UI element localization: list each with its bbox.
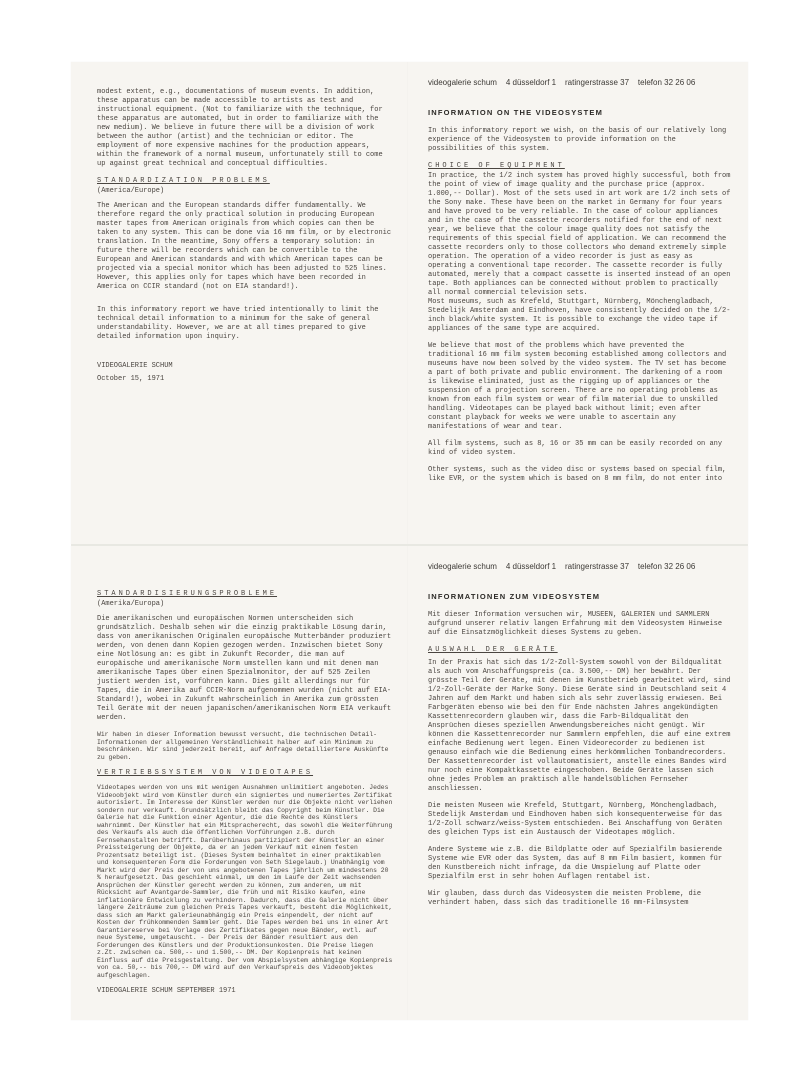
heading-vertriebssystem: VERTRIEBSSYSTEM VON VIDEOTAPES [97, 769, 314, 777]
letterhead-name: videogalerie schum [428, 78, 497, 87]
letterhead [428, 78, 695, 87]
paragraph-intro: Mit dieser Information versuchen wir, MUSEEN, GALERIEN und SAMMLERN aufgrund unserer relativ langen Erfahrung mit dem Videosystem Hinweise auf die Einsatzmöglichkeit dieses Systems zu geben. [428, 611, 723, 637]
paragraph-informatory: In this informatory report we have tried intentionally to limit the technical detail information to a minimum for the sake of general understandability. However, we are at all times prepared to give detailed information upon inquiry. [97, 306, 379, 341]
heading-auswahl: AUSWAHL DER GERÄTE [428, 646, 558, 654]
sheet-german-page2 [71, 546, 408, 1020]
sheet-english-page2 [71, 62, 408, 544]
document-title: INFORMATIONEN ZUM VIDEOSYSTEM [428, 592, 601, 601]
paragraph-intro: modest extent, e.g., documentations of museum events. In addition, these apparatus can be made accessible to artists as test and instructional equipment. (Not to familiarize with the technique, for these apparatus are automated, but in order to familiarize with the new medium). We believe in future there will be a division of work between the author (artist) and the technician or editor. The employment of more expensive machines for the production appears, within the framework of a normal museum, unfortunately still to come up against great technical and conceptual difficulties. [97, 88, 383, 168]
paragraph-bewusst: Wir haben in dieser Information bewusst versucht, die technischen Detail-Informationen der allgemeinen Verständlichkeit halber auf ein Minimum zu beschränken. Wir sind jederzeit bereit, auf Anfrage detailliertere Auskünfte zu geben. [97, 731, 389, 761]
paragraph-all-film-systems: All film systems, such as 8, 16 or 35 mm can be easily recorded on any kind of video system. [428, 440, 723, 457]
sheet-german-page1 [408, 546, 748, 1020]
date: October 15, 1971 [97, 375, 165, 383]
paragraph-other-systems: Other systems, such as the video disc or systems based on special film, like EVR, or the system which is based on 8 mm film, do not enter into [428, 466, 727, 483]
letterhead-street: ratingerstrasse 37 [564, 78, 630, 87]
sheet-content [428, 586, 734, 916]
letterhead-city: 4 düsseldorf 1 [505, 78, 557, 87]
paragraph-standards: The American and the European standards differ fundamentally. We therefore regard the only practical solution in producing European master tapes from American originals from which copies can then be taken to any system. This can be done via 16 mm film, or by electronic translation. In the meantime, Sony offers a temporary solution: in future there will be recorders which can be convertible to the European and American standards and with which American tapes can be projected via a special monitor which has been adjusted to 525 lines. However, this applies only for tapes which have been recorded in America on CCIR standard (not on EIA standard!). [97, 202, 392, 291]
heading-standardization: STANDARDIZATION PROBLEMS [97, 177, 270, 185]
sheet-content [97, 88, 394, 384]
paragraph-museen: Die meisten Museen wie Krefeld, Stuttgart, Nürnberg, Mönchengladbach, Stedelijk Amsterdam und Eindhoven haben sich konsequenterweise für das 1/2-Zoll schwarz/weiss-System entschieden. Bei Anschaffung von Geräten des gleichen Typs ist ein Austausch der Videotapes möglich. [428, 802, 723, 837]
sheet-english-page1 [408, 62, 748, 544]
paragraph-praxis: In der Praxis hat sich das 1/2-Zoll-System sowohl von der Bildqualität als auch vom Anschaffungspreis (ca. 3.500,-- DM) her bewährt. Der grösste Teil der Geräte, mit denen im Kunstbetrieb gearbeitet wird, sind 1/2-Zoll-Geräte der Marke Sony. Diese Geräte sind in Deutschland seit 4 Jahren auf dem Markt und haben sich als sehr zuverlässig erwiesen. Bei Farbgeräten ebenso wie bei den für Ende nächsten Jahres angekündigten Kassettenrecordern glauben wir, dass die Farb-Bildqualität den Ansprüchen dieses speziellen Anwendungsbereiches nicht genügt. Wir können die Kassettenrecorder nur Sammlern empfehlen, die auf eine extrem einfache Bedienung wert legen. Einen Videorecorder zu bedienen ist genauso einfach wie die Bedienung eines herkömmlichen Tonbandrecorders. Der Kassettenrecorder ist vollautomatisiert, anstelle eines Bandes wird nur noch eine Kompaktkassette eingeschoben. Beide Geräte lassen sich ohne jedes Problem an praktisch alle handelsüblichen Fernseher anschliessen. [428, 659, 731, 793]
letterhead-city: 4 düsseldorf 1 [505, 562, 557, 571]
sheet-content [97, 584, 394, 996]
paragraph-museums: Most museums, such as Krefeld, Stuttgart, Nürnberg, Mönchengladbach, Stedelijk Amsterdam and Eindhoven, have consistently decided on the 1/2-inch black/white system. It is possible to exchange the video tape if appliances of the same type are acquired. [428, 298, 731, 333]
subheading-standardization: (America/Europe) [97, 187, 165, 195]
paragraph-choice: In practice, the 1/2 inch system has proved highly successful, both from the point of view of image quality and the purchase price (approx. 1.000,-- Dollar). Most of the sets used in art work are 1/2 inch sets of the Sony make. These have been on the market in Germany for four years and have proved to be very reliable. In the case of colour appliances and in the case of the cassette recorders notified for the end of next year, we believe that the colour image quality does not satisfy the requirements of this special field of application. We can recommend the cassette recorders only to those collectors who demand extremely simple operation. The operation of a video recorder is just as easy as operating a conventional tape recorder. The cassette recorder is fully automated, merely that a compact cassette is inserted instead of an open tape. Both appliances can be connected without problem to practically all normal commercial television sets. [428, 172, 731, 297]
heading-choice-of-equipment: CHOICE OF EQUIPMENT [428, 162, 565, 170]
signature: VIDEOGALERIE SCHUM SEPTEMBER 1971 [97, 987, 236, 995]
letterhead-street: ratingerstrasse 37 [564, 562, 630, 571]
letterhead-phone: telefon 32 26 06 [637, 562, 696, 571]
paragraph-vertrieb: Videotapes werden von uns mit wenigen Ausnahmen unlimitiert angeboten. Jedes Videoobjekt wird vom Künstler durch ein signiertes und numeriertes Zertifikat autorisiert. Im Interesse der Künstler werden nur die Objekte nicht verliehen sondern nur verkauft. Grundsätzlich bleibt das Copyright beim Künstler. Die Galerie hat die Funktion einer Agentur, die die Rechte des Künstlers wahrnimmt. Der Künstler hat ein Mitspracherecht, das sowohl die Weiterführung des Verkaufs als auch die öffentlichen Vorführungen z.B. durch Fernsehanstalten betrifft. Darüberhinaus partizipiert der Künstler an einer Preissteigerung der Objekte, da er an jedem Verkauf mit einem festen Prozentsatz beteiligt ist. (Dieses System beinhaltet in einer praktikablen und konsequenteren Form die Forderungen von Seth Siegelaub.) Unabhängig vom Markt wird der Preis der von uns angebotenen Tapes jährlich um mindestens 20 % heraufgesetzt. Das geschieht einmal, um den im Laufe der Zeit wachsenden Ansprüchen der Künstler gerecht werden zu können, zum anderen, um mit Rücksicht auf Avantgarde-Sammler, die früh und mit Risiko kaufen, eine inflationäre Entwicklung zu verhindern. Dadurch, dass die Galerie nicht über längere Zeiträume zum gleichen Preis Tapes verkauft, besteht die Möglichkeit, dass sich am Markt galerieunabhängig ein Preis einpendelt, der nicht auf Kosten der frühkommenden Sammler geht. Die Tapes werden bei uns in einer Art Garantiereserve bei Vorlage des Zertifikates gegen neue Bänder, evtl. auf neue Systeme, umgetauscht. - Der Preis der Bänder resultiert aus den Forderungen des Künstlers und der Produktionsunkosten. Die Preise liegen z.Zt. zwischen ca. 500,-- und 1.500,-- DM. Der Kopienpreis hat keinen Einfluss auf die Preisgestaltung. Der vom Abspielsystem abhängige Kopienpreis von ca. 50,-- bis 700,-- DM wird auf den Verkaufspreis des Videoobjektes aufgeschlagen. [97, 784, 393, 979]
document-title: INFORMATION ON THE VIDEOSYSTEM [428, 108, 604, 117]
sheet-content [428, 102, 734, 492]
letterhead-phone: telefon 32 26 06 [637, 78, 696, 87]
heading-standardisierung: STANDARDISIERUNGSPROBLEME [97, 590, 278, 598]
paragraph-glauben: Wir glauben, dass durch das Videosystem die meisten Probleme, die verhindert haben, dass sich das traditionelle 16 mm-Filmsystem [428, 890, 702, 907]
paragraph-intro: In this informatory report we wish, on the basis of our relatively long experience of the Videosystem to provide information on the possibilities of this system. [428, 127, 727, 153]
letterhead-name: videogalerie schum [428, 562, 497, 571]
paragraph-believe: We believe that most of the problems which have prevented the traditional 16 mm film system becoming established among collectors and museums have now been solved by the video system. The TV set has become a part of both private and public environment. The darkening of a room is likewise eliminated, just as the rigging up of appliances or the suspension of a projection screen. There are no operating problems as known from each film system or wear of film material due to unskilled handling. Videotapes can be played back without limit; even after constant playback for weeks we were unable to ascertain any manifestations of wear and tear. [428, 342, 727, 431]
subheading-standardisierung: (Amerika/Europa) [97, 600, 165, 608]
letterhead [428, 562, 695, 571]
paragraph-andere: Andere Systeme wie z.B. die Bildplatte oder auf Spezialfilm basierende Systeme wie EVR oder das System, das auf 8 mm Film basiert, kommen für den Kunstbereich nicht infrage, da die Umspielung auf Platte oder Spezialfilm erst in sehr hohen Auflagen rentabel ist. [428, 846, 723, 881]
signature: VIDEOGALERIE SCHUM [97, 362, 173, 370]
paragraph-normen: Die amerikanischen und europäischen Normen unterscheiden sich grundsätzlich. Deshalb sehen wir die einzig praktikable Lösung darin, dass von amerikanischen Originalen europäische Mutterbänder produziert werden, von denen dann Kopien gezogen werden. Inzwischen bietet Sony eine Notlösung an: es gibt in Zukunft Recorder, die man auf europäische und amerikanische Norm umstellen kann und mit denen man amerikanische Tapes über einen Spezialmonitor, der auf 525 Zeilen justiert werden ist, vorführen kann. Dies gilt allerdings nur für Tapes, die in Amerika auf CCIR-Norm aufgenommen wurden (nicht auf EIA-Standard!), wobei in Zukunft wahrscheinlich in Amerika zum grössten Teil Geräte mit der neuen japanischen/amerikanischen Norm EIA verkauft werden. [97, 615, 392, 722]
